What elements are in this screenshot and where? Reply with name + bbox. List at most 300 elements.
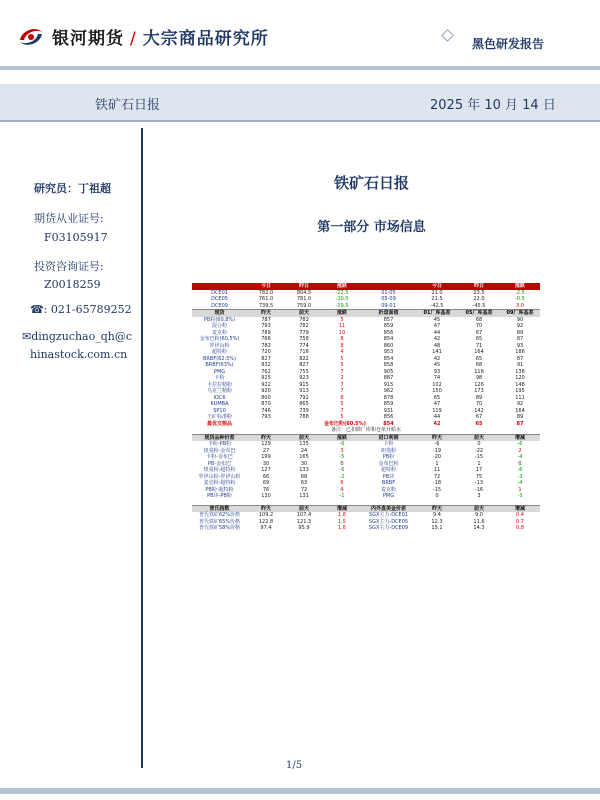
table-cell: 2 bbox=[340, 375, 344, 381]
report-date: 2025 年 10 月 14 日 bbox=[430, 98, 556, 113]
table-cell: 23.5 bbox=[473, 289, 485, 296]
galaxy-logo-icon bbox=[18, 26, 44, 48]
table-cell: 800 bbox=[261, 394, 271, 401]
table-cell: SGX主力-DCE05 bbox=[368, 518, 409, 525]
table-cell: 925 bbox=[261, 375, 271, 381]
table-cell: 72 bbox=[300, 486, 308, 493]
table-cell: 7 bbox=[340, 381, 344, 388]
table-cell: 昨日 bbox=[285, 283, 323, 290]
table-cell: 65 bbox=[433, 394, 441, 401]
brand-title bbox=[52, 24, 269, 49]
table-cell: 68 bbox=[475, 362, 483, 368]
table-cell: 76 bbox=[262, 486, 270, 493]
table-cell: 142 bbox=[474, 407, 484, 414]
table-cell: -1 bbox=[339, 493, 345, 499]
table-cell: 4 bbox=[340, 486, 344, 493]
table-cell: 卡粉-金布巴 bbox=[206, 454, 233, 460]
table-cell: 卡粉 bbox=[214, 375, 225, 381]
table-cell: 金布巴粉 bbox=[378, 460, 399, 467]
table-cell: 卡拉拉精粉 bbox=[206, 381, 232, 388]
table-cell: 1 bbox=[518, 486, 522, 493]
table-cell: 3 bbox=[477, 493, 481, 499]
table-cell: 70 bbox=[475, 323, 483, 329]
license-value: F03105917 bbox=[44, 231, 108, 244]
table-cell: 纽曼粉-超特粉 bbox=[203, 467, 236, 473]
table-cell: 21.0 bbox=[431, 289, 443, 296]
table-cell: 09厂库基差 bbox=[500, 310, 540, 317]
table-cell: 0.7 bbox=[516, 518, 524, 525]
table-cell: PB-金布巴 bbox=[207, 460, 232, 467]
table-cell: 922 bbox=[261, 381, 271, 388]
table-cell: 87 bbox=[516, 336, 524, 342]
table-cell: 854 bbox=[383, 420, 394, 427]
table-cell: -15 bbox=[432, 486, 442, 493]
table-cell: 05厂库基差 bbox=[458, 310, 500, 317]
table-cell: 887 bbox=[383, 375, 394, 381]
table-cell: -6 bbox=[339, 467, 345, 473]
table-cell: 8 bbox=[340, 394, 344, 401]
index-header-row bbox=[192, 505, 540, 512]
table-cell: -22.5 bbox=[335, 289, 349, 296]
table-cell: 67 bbox=[475, 414, 483, 420]
table-cell: 66 bbox=[262, 473, 270, 480]
table-cell: PB块 bbox=[382, 473, 395, 480]
table-note: 备注：已扣除厂库和仓单升贴水 bbox=[330, 427, 401, 433]
table-cell: 90 bbox=[516, 316, 524, 323]
table-cell: PMG bbox=[213, 368, 226, 375]
table-cell: 前天 bbox=[285, 505, 323, 512]
table-cell: 92 bbox=[516, 323, 524, 329]
table-cell: BRBF(63%) bbox=[205, 362, 234, 368]
table-cell: 现货 bbox=[192, 310, 247, 317]
table-cell: -22 bbox=[474, 447, 484, 454]
table-cell: 87 bbox=[516, 420, 524, 427]
table-cell: PB块-PB粉 bbox=[207, 493, 232, 499]
table-cell: DCE01 bbox=[211, 289, 228, 296]
table-cell: 涨跌 bbox=[323, 310, 361, 317]
table-cell: 856 bbox=[383, 414, 394, 420]
table-cell: 782.0 bbox=[258, 289, 274, 296]
table-cell: 增减 bbox=[500, 434, 540, 441]
table-cell: 787 bbox=[261, 316, 271, 323]
table-cell: 15.1 bbox=[431, 525, 443, 531]
table-cell: -4 bbox=[517, 480, 523, 486]
page-number: 1/5 bbox=[286, 760, 303, 771]
table-cell: 42 bbox=[433, 420, 441, 427]
table-cell: 折盘面值 bbox=[361, 310, 416, 317]
table-cell: 11 bbox=[433, 467, 441, 473]
table-cell: 878 bbox=[383, 394, 394, 401]
table-cell: 164 bbox=[474, 349, 484, 355]
table-cell: BRBF(62.5%) bbox=[203, 355, 236, 362]
table-cell: 7 bbox=[340, 368, 344, 375]
band-divider bbox=[0, 120, 600, 122]
table-cell: 758 bbox=[299, 336, 309, 342]
table-cell: -0.5 bbox=[515, 296, 525, 302]
table-cell: 793 bbox=[261, 323, 271, 329]
table-cell: 931 bbox=[383, 407, 394, 414]
band-title: 铁矿石日报 bbox=[95, 98, 161, 113]
table-cell: 麦克粉 bbox=[380, 486, 396, 493]
table-cell: 854 bbox=[383, 355, 394, 362]
header-stripe bbox=[0, 66, 600, 70]
table-cell: 01-05 bbox=[381, 289, 396, 296]
table-cell: 47 bbox=[433, 401, 441, 407]
table-cell: 739.5 bbox=[258, 302, 274, 309]
table-cell: 麦克粉-超特粉 bbox=[203, 480, 236, 486]
table-cell: 755 bbox=[299, 368, 309, 375]
table-cell: SGX主力-DCE09 bbox=[368, 525, 409, 531]
table-cell: 8 bbox=[340, 336, 344, 342]
table-cell: 962 bbox=[383, 388, 394, 394]
table-cell: 87 bbox=[516, 355, 524, 362]
table-cell: 782 bbox=[299, 316, 309, 323]
table-cell: -42.5 bbox=[430, 302, 444, 309]
table-cell: 0 bbox=[435, 493, 439, 499]
table-cell: 857 bbox=[383, 316, 394, 323]
phone: ☎: 021-65789252 bbox=[30, 303, 132, 316]
table-cell: 89 bbox=[475, 394, 483, 401]
table-cell: 109.2 bbox=[258, 512, 274, 518]
table-cell: 乌克兰精粉 bbox=[206, 388, 232, 394]
table-cell: 42 bbox=[433, 336, 441, 342]
table-cell: 766 bbox=[261, 336, 271, 342]
table-cell: 30 bbox=[262, 460, 270, 467]
table-cell: -4 bbox=[517, 454, 523, 460]
table-cell: 2 bbox=[518, 447, 522, 454]
table-cell: -6 bbox=[517, 441, 523, 447]
table-cell: 915 bbox=[299, 381, 309, 388]
analyst-name: 研究员：丁祖超 bbox=[34, 182, 111, 195]
table-cell: 纽曼粉-金布巴 bbox=[203, 447, 236, 454]
table-cell: 5 bbox=[340, 401, 344, 407]
table-cell: -5 bbox=[339, 454, 345, 460]
table-cell: 涨跌 bbox=[323, 283, 361, 290]
table-cell: 5 bbox=[340, 362, 344, 368]
table-cell: 865 bbox=[299, 401, 309, 407]
table-cell: 164 bbox=[515, 407, 525, 414]
table-cell: 卡粉-PB粉 bbox=[207, 441, 232, 447]
consult-label: 投资咨询证号: bbox=[34, 260, 104, 273]
table-cell: 720 bbox=[261, 349, 271, 355]
table-cell: 昨天 bbox=[247, 434, 285, 441]
table-cell: -19.5 bbox=[335, 302, 349, 309]
table-cell: 3 bbox=[340, 447, 344, 454]
table-cell: 增减 bbox=[323, 505, 361, 512]
diamond-icon bbox=[441, 29, 454, 42]
table-cell: 21.5 bbox=[431, 296, 443, 302]
table-cell: 内外盘美金价差 bbox=[361, 505, 416, 512]
futures-row bbox=[192, 303, 540, 310]
table-cell: 10 bbox=[338, 329, 346, 336]
table-cell: 127 bbox=[261, 467, 271, 473]
table-cell: 746 bbox=[261, 407, 271, 414]
table-cell: 63 bbox=[300, 480, 308, 486]
table-cell: 9.4 bbox=[433, 512, 441, 518]
table-cell: 9.0 bbox=[475, 512, 483, 518]
table-cell: 普氏铁矿65%价格 bbox=[198, 518, 241, 525]
table-cell: 915 bbox=[383, 381, 394, 388]
table-cell: -3 bbox=[517, 493, 523, 499]
spread-header-row bbox=[192, 434, 540, 441]
table-cell: 普氏铁矿58%价格 bbox=[198, 525, 241, 531]
section-title: 第一部分 市场信息 bbox=[317, 220, 426, 235]
table-cell: 870 bbox=[261, 401, 271, 407]
table-cell: PB粉(60.8%) bbox=[203, 316, 236, 323]
table-cell: 186 bbox=[515, 349, 525, 355]
table-cell: 95.9 bbox=[298, 525, 310, 531]
table-cell: 716 bbox=[299, 349, 309, 355]
table-cell: 65 bbox=[475, 336, 483, 342]
table-cell: -2.5 bbox=[515, 289, 525, 296]
table-cell: 0 bbox=[477, 441, 481, 447]
table-cell: 前天 bbox=[458, 434, 500, 441]
table-cell: -2 bbox=[339, 473, 345, 480]
table-cell: 120 bbox=[515, 375, 525, 381]
table-cell: 1.8 bbox=[338, 512, 346, 518]
table-cell: 130 bbox=[261, 493, 271, 499]
table-cell: 89 bbox=[516, 329, 524, 336]
table-cell: -19 bbox=[432, 447, 442, 454]
table-cell: 09-01 bbox=[381, 302, 396, 309]
table-cell: 普氏指数 bbox=[192, 505, 247, 512]
table-cell: SP10 bbox=[213, 407, 226, 414]
table-cell: 97.4 bbox=[260, 525, 272, 531]
table-cell: 74 bbox=[433, 375, 441, 381]
table-cell: 121.3 bbox=[296, 518, 312, 525]
table-cell: PMG bbox=[382, 493, 395, 499]
table-cell: 923 bbox=[299, 375, 309, 381]
table-cell: 804.5 bbox=[296, 289, 312, 296]
table-cell: 173 bbox=[474, 388, 484, 394]
table-cell: 759.0 bbox=[296, 302, 312, 309]
table-cell: 72 bbox=[433, 473, 441, 480]
table-cell: 昨天 bbox=[247, 310, 285, 317]
table-cell: 789 bbox=[261, 329, 271, 336]
table-cell: 779 bbox=[299, 329, 309, 336]
table-cell: 昨天 bbox=[416, 505, 458, 512]
table-cell: 普氏铁矿62%价格 bbox=[198, 512, 241, 518]
table-cell: BRBF bbox=[381, 480, 396, 486]
table-cell: 98 bbox=[475, 375, 483, 381]
table-cell: 70 bbox=[475, 401, 483, 407]
market-table bbox=[192, 283, 540, 532]
table-cell: 860 bbox=[383, 342, 394, 349]
table-cell: 44 bbox=[433, 329, 441, 336]
table-cell: 3.0 bbox=[516, 302, 524, 309]
table-cell: 8 bbox=[340, 342, 344, 349]
table-cell: 麦克粉 bbox=[211, 329, 227, 336]
table-cell: 05-09 bbox=[381, 296, 396, 302]
table-cell: 47 bbox=[433, 323, 441, 329]
table-cell: 859 bbox=[383, 323, 394, 329]
table-cell: 832 bbox=[261, 362, 271, 368]
table-cell: 119 bbox=[432, 407, 442, 414]
table-cell: -18 bbox=[432, 480, 442, 486]
table-cell: -20 bbox=[432, 454, 442, 460]
table-cell: 30 bbox=[300, 460, 308, 467]
table-cell: 17 bbox=[475, 467, 483, 473]
table-cell: 93 bbox=[516, 342, 524, 349]
table-cell: -6 bbox=[434, 441, 440, 447]
table-cell: 827 bbox=[261, 355, 271, 362]
note-row bbox=[192, 427, 540, 434]
table-cell: 827 bbox=[299, 362, 309, 368]
table-cell: 0 bbox=[340, 460, 344, 467]
table-cell: 793 bbox=[261, 414, 271, 420]
table-cell: -3 bbox=[517, 473, 523, 480]
table-cell: -6 bbox=[339, 441, 345, 447]
table-cell: 92 bbox=[516, 401, 524, 407]
table-cell: IOC6 bbox=[213, 394, 226, 401]
table-cell: 混合粉 bbox=[211, 323, 227, 329]
table-cell: -16 bbox=[474, 486, 484, 493]
table-cell: 4 bbox=[340, 349, 344, 355]
table-cell: 920 bbox=[261, 388, 271, 394]
table-cell: 195 bbox=[515, 388, 525, 394]
table-cell: 68 bbox=[300, 473, 308, 480]
table-cell: 102 bbox=[432, 381, 442, 388]
table-cell: 昨天 bbox=[247, 505, 285, 512]
table-cell: -6 bbox=[517, 467, 523, 473]
table-cell: 782 bbox=[261, 342, 271, 349]
table-cell: 762 bbox=[261, 368, 271, 375]
table-cell: 最优交割品 bbox=[206, 420, 232, 427]
table-cell: 48 bbox=[433, 342, 441, 349]
email-line-1[interactable]: ✉dingzuchao_qh@c bbox=[22, 330, 132, 343]
table-cell: 761.0 bbox=[258, 296, 274, 302]
report-category: 黑色研发报告 bbox=[472, 37, 545, 51]
table-cell: 增减 bbox=[500, 505, 540, 512]
table-cell: 150 bbox=[432, 388, 442, 394]
table-cell: -20.0 bbox=[335, 296, 349, 302]
table-cell: 42 bbox=[433, 355, 441, 362]
table-cell: 11.6 bbox=[473, 518, 485, 525]
table-cell: 前天 bbox=[285, 310, 323, 317]
table-cell: 854 bbox=[383, 336, 394, 342]
table-cell: 774 bbox=[299, 342, 309, 349]
table-cell: 昨日 bbox=[458, 283, 500, 290]
table-cell: 罗伊山粉 bbox=[209, 342, 230, 349]
brand-divider: / bbox=[130, 29, 137, 49]
page-header bbox=[0, 0, 600, 70]
table-cell: 858 bbox=[383, 362, 394, 368]
table-cell: 781.0 bbox=[296, 296, 312, 302]
table-cell: -15 bbox=[474, 454, 484, 460]
table-cell: 111 bbox=[515, 394, 525, 401]
table-cell: 01厂库基差 bbox=[416, 310, 458, 317]
table-cell: DCE09 bbox=[211, 302, 228, 309]
table-cell: 涨跌 bbox=[500, 283, 540, 290]
table-cell: 0.8 bbox=[516, 525, 524, 531]
table-cell: 昨天 bbox=[416, 434, 458, 441]
table-cell: 5 bbox=[340, 414, 344, 420]
table-cell: 进口利润 bbox=[361, 434, 416, 441]
table-cell: -45.5 bbox=[472, 302, 486, 309]
table-cell: 67 bbox=[475, 329, 483, 336]
table-cell: 24 bbox=[300, 447, 308, 454]
table-cell: -13 bbox=[474, 480, 484, 486]
institute-name: 大宗商品研究所 bbox=[142, 29, 269, 49]
table-cell: 905 bbox=[383, 368, 394, 375]
table-cell: 792 bbox=[299, 394, 309, 401]
table-cell: 5 bbox=[340, 316, 344, 323]
table-cell: 14.3 bbox=[473, 525, 485, 531]
spot-header-row bbox=[192, 310, 540, 317]
doc-title: 铁矿石日报 bbox=[333, 174, 409, 192]
table-cell: 纽曼粉 bbox=[380, 447, 396, 454]
table-cell: 856 bbox=[383, 329, 394, 336]
table-cell: 913 bbox=[299, 388, 309, 394]
table-cell: 93 bbox=[433, 368, 441, 375]
table-cell: 68 bbox=[475, 316, 483, 323]
table-cell: 今日 bbox=[416, 283, 458, 290]
table-cell: 135 bbox=[299, 441, 309, 447]
table-cell: 91 bbox=[516, 362, 524, 368]
table-cell: 0.4 bbox=[516, 512, 524, 518]
consult-value: Z0018259 bbox=[44, 278, 101, 291]
table-cell: 69 bbox=[262, 480, 270, 486]
table-cell: 11 bbox=[338, 323, 346, 329]
license-label: 期货从业证号: bbox=[34, 212, 104, 225]
table-cell: DCE05 bbox=[211, 296, 228, 302]
table-cell: 859 bbox=[383, 401, 394, 407]
table-cell: PB粉 bbox=[382, 454, 395, 460]
index-row bbox=[192, 525, 540, 532]
table-cell: 75 bbox=[475, 473, 483, 480]
email-line-2[interactable]: hinastock.com.cn bbox=[30, 348, 128, 361]
table-cell: 788 bbox=[299, 414, 309, 420]
table-cell: 138 bbox=[515, 368, 525, 375]
table-cell: 141 bbox=[432, 349, 442, 355]
table-cell: 1 bbox=[477, 460, 481, 467]
table-cell: 卡粉 bbox=[383, 441, 394, 447]
footer-bar bbox=[0, 788, 600, 794]
table-cell: 1 bbox=[435, 460, 439, 467]
table-cell: KUMBA bbox=[210, 401, 229, 407]
table-cell: 739 bbox=[299, 407, 309, 414]
table-cell: 罗伊山粉-罗伊山粉 bbox=[198, 473, 241, 480]
table-cell: 6 bbox=[340, 480, 344, 486]
table-cell: 金布巴粉(60.5%) bbox=[324, 420, 366, 427]
table-cell: PB粉-超特粉 bbox=[205, 486, 234, 493]
table-cell: 1.5 bbox=[338, 518, 346, 525]
table-cell: 45 bbox=[433, 316, 441, 323]
table-cell: 199 bbox=[261, 454, 271, 460]
table-cell: 7 bbox=[340, 407, 344, 414]
table-cell: 126 bbox=[474, 381, 484, 388]
table-cell: 782 bbox=[299, 323, 309, 329]
table-cell: 0 bbox=[518, 460, 522, 467]
table-cell: 165 bbox=[299, 454, 309, 460]
table-cell: 超特粉 bbox=[211, 349, 227, 355]
table-cell: 89 bbox=[516, 414, 524, 420]
table-cell: 953 bbox=[383, 349, 394, 355]
table-cell: 1.6 bbox=[338, 525, 346, 531]
table-cell: 王矿标准粉 bbox=[206, 414, 232, 420]
table-cell: 148 bbox=[515, 381, 525, 388]
table-cell: 133 bbox=[299, 467, 309, 473]
table-cell: 44 bbox=[433, 414, 441, 420]
table-cell: 27 bbox=[262, 447, 270, 454]
table-cell: 45 bbox=[433, 362, 441, 368]
table-cell: 129 bbox=[261, 441, 271, 447]
table-cell: SGX主力-DCE01 bbox=[368, 512, 409, 518]
table-cell: 金布巴粉(60.5%) bbox=[199, 336, 240, 342]
company-name: 银河期货 bbox=[52, 29, 124, 49]
table-cell: 前天 bbox=[458, 505, 500, 512]
table-cell: 涨跌 bbox=[323, 434, 361, 441]
